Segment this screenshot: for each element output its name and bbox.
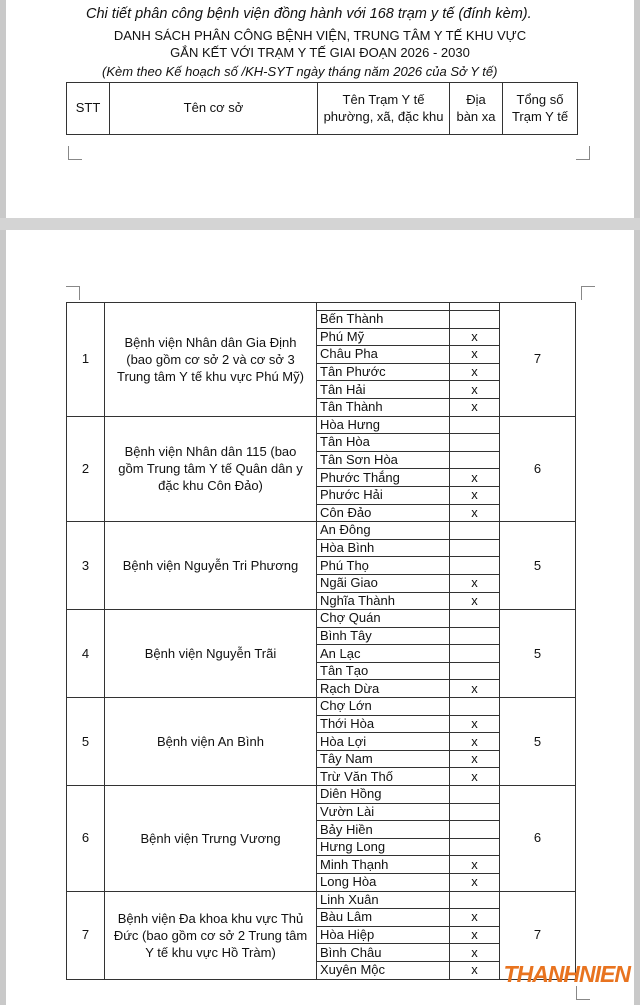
station-name: Tân Hòa — [317, 434, 450, 452]
station-name: Phước Thắng — [317, 469, 450, 487]
remote-area-mark — [450, 557, 500, 575]
remote-area-mark — [450, 645, 500, 663]
station-name: Linh Xuân — [317, 891, 450, 909]
header-row — [67, 83, 578, 135]
remote-area-mark — [450, 303, 500, 311]
station-name: Phú Mỹ — [317, 328, 450, 346]
table-row — [67, 416, 576, 434]
assignment-table — [66, 302, 576, 980]
station-name: Trừ Văn Thố — [317, 768, 450, 786]
document-page-2 — [6, 230, 634, 1005]
station-total: 5 — [500, 610, 576, 698]
row-stt: 3 — [67, 522, 105, 610]
remote-area-mark — [450, 803, 500, 821]
station-name: Hòa Hưng — [317, 416, 450, 434]
table-header — [66, 82, 578, 135]
table-row — [67, 698, 576, 716]
remote-area-mark: x — [450, 328, 500, 346]
station-total: 7 — [500, 891, 576, 979]
table-row — [67, 891, 576, 909]
remote-area-mark: x — [450, 874, 500, 892]
station-name: Phước Hải — [317, 486, 450, 504]
remote-area-mark: x — [450, 909, 500, 927]
station-name: Bàu Lâm — [317, 909, 450, 927]
facility-name: Bệnh viện Trưng Vương — [105, 786, 317, 892]
facility-name: Bệnh viện Đa khoa khu vực Thủ Đức (bao gồm cơ sở 2 Trung tâm Y tế khu vực Hồ Tràm) — [105, 891, 317, 979]
station-name: Vườn Lài — [317, 803, 450, 821]
remote-area-mark: x — [450, 381, 500, 399]
station-name: Rạch Dừa — [317, 680, 450, 698]
crop-mark — [576, 146, 590, 160]
remote-area-mark: x — [450, 363, 500, 381]
station-name: Tân Hải — [317, 381, 450, 399]
header-total: Tổng số Trạm Y tế — [503, 83, 578, 135]
station-name — [317, 303, 450, 311]
facility-name: Bệnh viện Nhân dân Gia Định (bao gồm cơ sở 2 và cơ sở 3 Trung tâm Y tế khu vực Phú Mỹ) — [105, 303, 317, 417]
remote-area-mark: x — [450, 504, 500, 522]
remote-area-mark: x — [450, 592, 500, 610]
station-name: Thới Hòa — [317, 715, 450, 733]
crop-mark — [576, 986, 590, 1000]
remote-area-mark: x — [450, 856, 500, 874]
station-name: Diên Hồng — [317, 786, 450, 804]
station-name: Tân Tạo — [317, 662, 450, 680]
station-name: Minh Thạnh — [317, 856, 450, 874]
header-station: Tên Trạm Y tế phường, xã, đặc khu — [318, 83, 450, 135]
table-row — [67, 610, 576, 628]
remote-area-mark: x — [450, 398, 500, 416]
document-page-1 — [6, 0, 634, 218]
facility-name: Bệnh viện An Bình — [105, 698, 317, 786]
remote-area-mark — [450, 311, 500, 329]
table-row — [67, 786, 576, 804]
remote-area-mark: x — [450, 926, 500, 944]
thanhnien-watermark-logo: THANHNIEN — [503, 961, 630, 987]
station-name: An Đông — [317, 522, 450, 540]
table-row — [67, 522, 576, 540]
row-stt: 1 — [67, 303, 105, 417]
station-name: Long Hòa — [317, 874, 450, 892]
remote-area-mark — [450, 821, 500, 839]
station-name: Phú Thọ — [317, 557, 450, 575]
row-stt: 5 — [67, 698, 105, 786]
document-subtitle: (Kèm theo Kế hoạch số /KH-SYT ngày tháng năm 2026 của Sở Y tế) — [102, 64, 498, 79]
station-name: Hưng Long — [317, 838, 450, 856]
remote-area-mark: x — [450, 346, 500, 364]
page-separator — [0, 218, 640, 230]
remote-area-mark: x — [450, 944, 500, 962]
station-name: Tây Nam — [317, 750, 450, 768]
row-stt: 2 — [67, 416, 105, 522]
station-name: Tân Sơn Hòa — [317, 451, 450, 469]
station-name: Tân Thành — [317, 398, 450, 416]
remote-area-mark: x — [450, 469, 500, 487]
station-total: 7 — [500, 303, 576, 417]
station-name: Bến Thành — [317, 311, 450, 329]
station-total: 5 — [500, 698, 576, 786]
station-name: Côn Đảo — [317, 504, 450, 522]
station-name: Bình Tây — [317, 627, 450, 645]
station-name: Tân Phước — [317, 363, 450, 381]
station-name: Bảy Hiền — [317, 821, 450, 839]
station-name: Bình Châu — [317, 944, 450, 962]
remote-area-mark — [450, 522, 500, 540]
remote-area-mark — [450, 627, 500, 645]
row-stt: 7 — [67, 891, 105, 979]
remote-area-mark: x — [450, 486, 500, 504]
station-name: Chợ Quán — [317, 610, 450, 628]
station-name: Hòa Hiệp — [317, 926, 450, 944]
row-stt: 6 — [67, 786, 105, 892]
remote-area-mark: x — [450, 733, 500, 751]
header-remote: Địa bàn xa — [450, 83, 503, 135]
table-row — [67, 303, 576, 311]
station-name: Hòa Lợi — [317, 733, 450, 751]
remote-area-mark — [450, 539, 500, 557]
row-stt: 4 — [67, 610, 105, 698]
facility-name: Bệnh viện Nguyễn Tri Phương — [105, 522, 317, 610]
station-total: 6 — [500, 786, 576, 892]
remote-area-mark — [450, 416, 500, 434]
remote-area-mark: x — [450, 574, 500, 592]
station-name: Châu Pha — [317, 346, 450, 364]
station-total: 6 — [500, 416, 576, 522]
station-name: Nghĩa Thành — [317, 592, 450, 610]
document-title-line-1: DANH SÁCH PHÂN CÔNG BỆNH VIỆN, TRUNG TÂM Y TẾ KHU VỰC — [113, 28, 527, 43]
remote-area-mark — [450, 698, 500, 716]
header-facility: Tên cơ sở — [110, 83, 318, 135]
remote-area-mark — [450, 434, 500, 452]
remote-area-mark: x — [450, 680, 500, 698]
station-name: Ngãi Giao — [317, 574, 450, 592]
intro-text: Chi tiết phân công bệnh viện đồng hành với 168 trạm y tế (đính kèm). — [86, 6, 532, 22]
crop-mark — [581, 286, 595, 300]
remote-area-mark — [450, 786, 500, 804]
remote-area-mark — [450, 451, 500, 469]
remote-area-mark — [450, 838, 500, 856]
header-stt: STT — [67, 83, 110, 135]
station-name: Chợ Lớn — [317, 698, 450, 716]
remote-area-mark: x — [450, 750, 500, 768]
facility-name: Bệnh viện Nguyễn Trãi — [105, 610, 317, 698]
crop-mark — [66, 286, 80, 300]
station-total: 5 — [500, 522, 576, 610]
remote-area-mark: x — [450, 768, 500, 786]
remote-area-mark: x — [450, 715, 500, 733]
remote-area-mark — [450, 891, 500, 909]
station-name: Xuyên Mộc — [317, 961, 450, 979]
crop-mark — [68, 146, 82, 160]
document-title-line-2: GẮN KẾT VỚI TRẠM Y TẾ GIAI ĐOẠN 2026 - 2030 — [170, 45, 470, 60]
station-name: An Lạc — [317, 645, 450, 663]
remote-area-mark: x — [450, 961, 500, 979]
remote-area-mark — [450, 610, 500, 628]
station-name: Hòa Bình — [317, 539, 450, 557]
facility-name: Bệnh viện Nhân dân 115 (bao gồm Trung tâm Y tế Quân dân y đặc khu Côn Đảo) — [105, 416, 317, 522]
remote-area-mark — [450, 662, 500, 680]
